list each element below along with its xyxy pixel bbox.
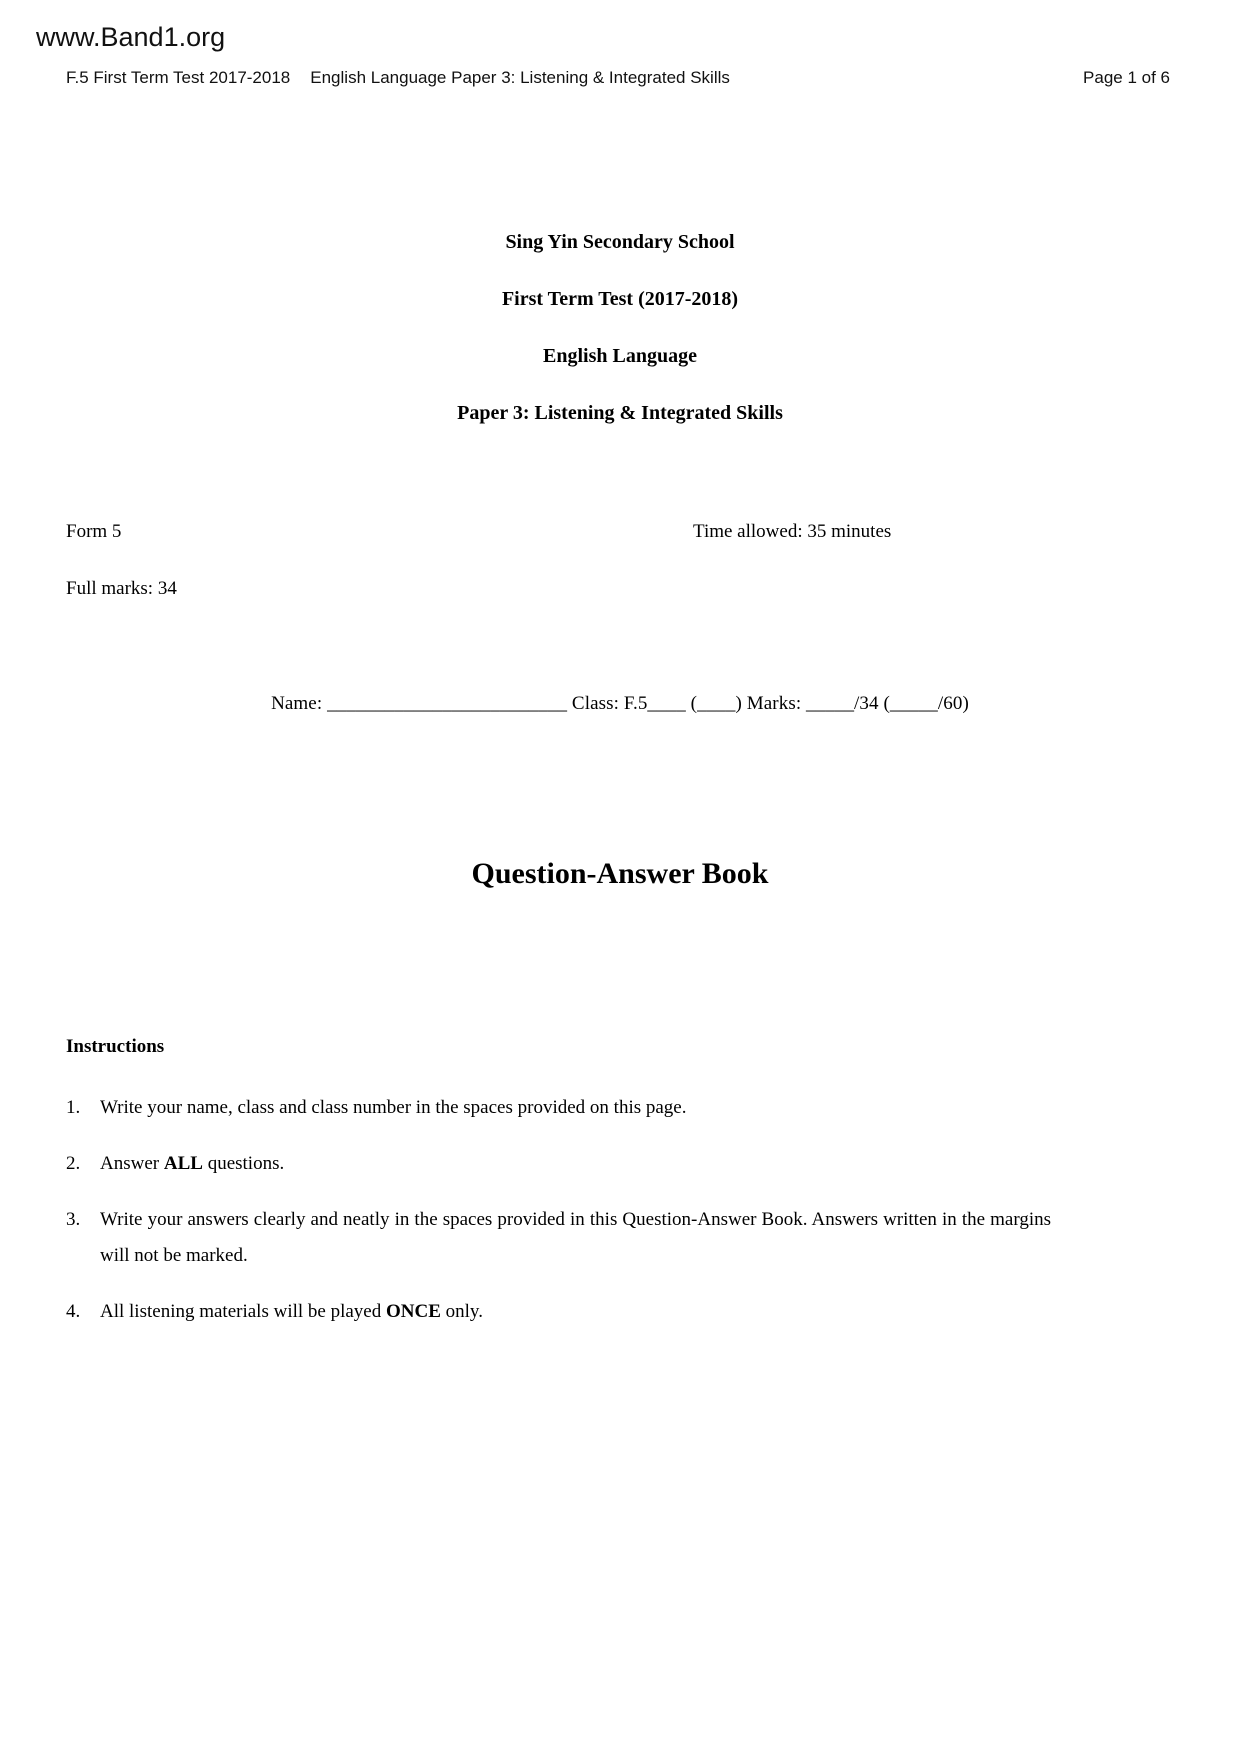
instruction-text-segment: All listening materials will be played — [100, 1301, 386, 1322]
time-allowed-label: Time allowed: 35 minutes — [693, 521, 892, 542]
question-answer-book-title: Question-Answer Book — [471, 857, 769, 890]
instruction-bold-text: ONCE — [386, 1301, 441, 1322]
instruction-item-2 — [66, 1146, 1051, 1182]
form-label: Form 5 — [66, 521, 122, 542]
instruction-text — [100, 1090, 1051, 1126]
instruction-item-4 — [66, 1294, 1051, 1330]
full-marks-label: Full marks: 34 — [66, 578, 177, 599]
instruction-item-1 — [66, 1090, 1051, 1126]
name-class-marks-line: Name: _________________________ Class: F.5____ (____) Marks: _____/34 (_____/60) — [271, 693, 969, 714]
instruction-number: 3. — [66, 1209, 81, 1230]
instruction-bold-text: ALL — [163, 1153, 203, 1174]
title-block — [0, 232, 1240, 460]
watermark-url: www.Band1.org — [36, 22, 226, 52]
header-test-title: F.5 First Term Test 2017-2018 — [66, 68, 291, 87]
form-time-row — [66, 521, 1174, 543]
instructions-heading: Instructions — [66, 1036, 165, 1057]
instruction-item-3 — [66, 1202, 1051, 1274]
page-header — [66, 68, 1170, 88]
instruction-text-segment: only. — [440, 1301, 483, 1322]
instruction-text-segment: Write your name, class and class number in the spaces provided on this page. — [100, 1097, 687, 1118]
instruction-text-segment: Answer — [100, 1153, 164, 1174]
test-name: First Term Test (2017-2018) — [501, 288, 739, 310]
instruction-number: 1. — [66, 1097, 81, 1118]
instruction-number: 4. — [66, 1301, 81, 1322]
instruction-text-segment: Write your answers clearly and neatly in the spaces provided in this Question-Answer Book. Answers written in the margins will not be marked. — [100, 1209, 1051, 1266]
instruction-text-segment: questions. — [202, 1153, 285, 1174]
instruction-number: 2. — [66, 1153, 81, 1174]
header-page-number: Page 1 of 6 — [1083, 68, 1170, 87]
school-name: Sing Yin Secondary School — [505, 231, 735, 253]
paper-name: Paper 3: Listening & Integrated Skills — [457, 402, 783, 424]
instruction-text — [100, 1146, 1051, 1182]
instruction-text — [100, 1294, 1051, 1330]
subject-name: English Language — [543, 345, 697, 367]
header-paper-title: English Language Paper 3: Listening & Integrated Skills — [310, 68, 730, 87]
instructions-list — [66, 1090, 1051, 1350]
instruction-text — [100, 1202, 1051, 1274]
